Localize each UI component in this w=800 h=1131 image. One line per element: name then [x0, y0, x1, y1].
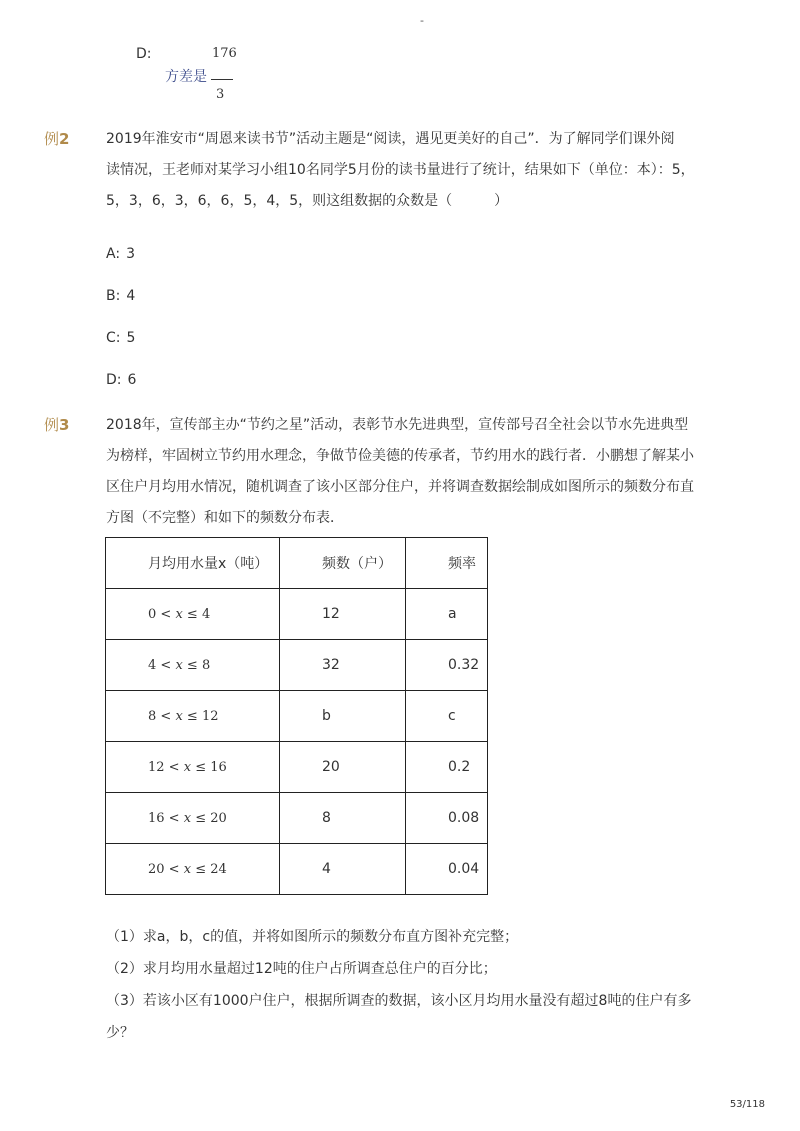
- rate-cell: a: [406, 589, 488, 640]
- example-3-line: 2018年，宣传部主办“节约之星”活动，表彰节水先进典型，宣传部号召全社会以节水先进典型: [106, 417, 689, 433]
- header-frequency: 频数（户）: [280, 538, 406, 589]
- example-2-question: [106, 124, 718, 217]
- range-cell: 16 < x ≤ 20: [106, 793, 280, 844]
- sub-question-2: （2）求月均用水量超过12吨的住户占所调查总住户的百分比；: [106, 961, 497, 977]
- example-2-tag: [44, 128, 69, 149]
- page-header-mark: -: [420, 14, 424, 27]
- sub-question-1: （1）求a，b，c的值，并将如图所示的频数分布直方图补充完整；: [106, 929, 519, 945]
- freq-cell: 12: [280, 589, 406, 640]
- option-value: 6: [127, 372, 137, 388]
- example-2-tag-prefix: 例: [44, 130, 60, 148]
- example-3-question: [106, 410, 718, 534]
- option-label: B:: [106, 288, 121, 304]
- option-value: 4: [126, 288, 136, 304]
- sub-question-3-cont: 少？: [106, 1025, 134, 1041]
- freq-cell: 8: [280, 793, 406, 844]
- freq-cell: b: [280, 691, 406, 742]
- example-2-line: 读情况，王老师对某学习小组10名同学5月份的读书量进行了统计，结果如下（单位：本）：5，: [106, 162, 695, 178]
- table-row: [106, 691, 488, 742]
- option-label: D:: [106, 372, 122, 388]
- example-3-line: 区住户月均用水情况，随机调查了该小区部分住户，并将调查数据绘制成如图所示的频数分布直: [106, 479, 694, 495]
- rate-cell: 0.08: [406, 793, 488, 844]
- example-3-tag: [44, 414, 69, 435]
- option-value: 3: [126, 246, 135, 262]
- example-2-option-b[interactable]: [106, 288, 141, 304]
- rate-cell: 0.32: [406, 640, 488, 691]
- fraction-bar: [211, 79, 233, 80]
- range-cell: 0 < x ≤ 4: [106, 589, 280, 640]
- header-rate: 频率: [406, 538, 488, 589]
- variance-text: 方差是: [165, 69, 207, 85]
- example-2-option-d[interactable]: [106, 372, 142, 388]
- rate-cell: c: [406, 691, 488, 742]
- fraction-denominator: 3: [216, 87, 225, 102]
- table-row: [106, 589, 488, 640]
- range-cell: 12 < x ≤ 16: [106, 742, 280, 793]
- range-cell: 4 < x ≤ 8: [106, 640, 280, 691]
- example-2-option-a[interactable]: [106, 246, 141, 262]
- table-row: [106, 640, 488, 691]
- rate-cell: 0.04: [406, 844, 488, 895]
- example-3-tag-num: 3: [59, 416, 70, 434]
- fraction-numerator: 176: [212, 46, 237, 61]
- rate-cell: 0.2: [406, 742, 488, 793]
- table-row: [106, 793, 488, 844]
- example-3-line: 为榜样，牢固树立节约用水理念，争做节俭美德的传承者，节约用水的践行者．小鹏想了解某小: [106, 448, 694, 464]
- header-water-usage: 月均用水量x（吨）: [106, 538, 280, 589]
- table-row: [106, 742, 488, 793]
- option-label: A:: [106, 246, 121, 262]
- table-row: [106, 844, 488, 895]
- freq-cell: 32: [280, 640, 406, 691]
- page-number: 53/118: [729, 1099, 765, 1110]
- freq-cell: 20: [280, 742, 406, 793]
- range-cell: 8 < x ≤ 12: [106, 691, 280, 742]
- option-value: 5: [126, 330, 136, 346]
- example-3-tag-prefix: 例: [44, 416, 60, 434]
- table-header-row: [106, 538, 488, 589]
- prev-option-d-label: D:: [136, 46, 152, 62]
- range-cell: 20 < x ≤ 24: [106, 844, 280, 895]
- freq-cell: 4: [280, 844, 406, 895]
- example-2-option-c[interactable]: [106, 330, 141, 346]
- option-label: C:: [106, 330, 121, 346]
- example-3-line: 方图（不完整）和如下的频数分布表．: [106, 510, 344, 526]
- example-2-line: 2019年淮安市“周恩来读书节”活动主题是“阅读，遇见更美好的自己”．为了解同学们课外阅: [106, 131, 675, 147]
- example-2-line: 5，3，6，3，6，6，5，4，5，则这组数据的众数是（ ）: [106, 193, 509, 209]
- example-2-tag-num: 2: [59, 130, 70, 148]
- frequency-table: [105, 537, 488, 895]
- sub-question-3: （3）若该小区有1000户住户，根据所调查的数据，该小区月均用水量没有超过8吨的住户有多: [106, 993, 692, 1009]
